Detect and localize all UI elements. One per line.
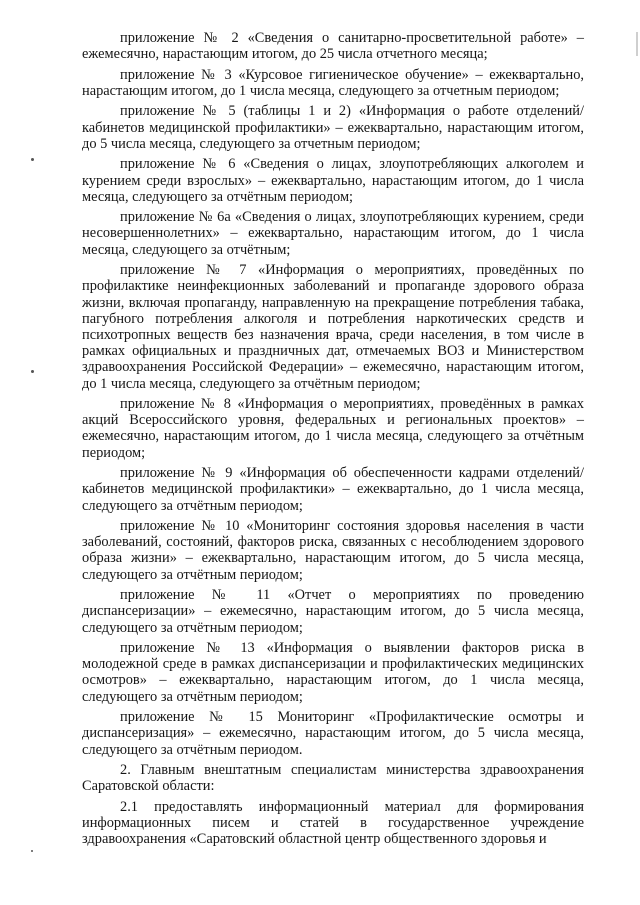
paragraph-appendix-7: приложение № 7 «Информация о мероприятиях, проведённых по профилактике неинфекционных заболеваний и пропаганде здорового образа жизни, включая пропаганду, направленную на прекращение потребления табака, пагубного потребления алкоголя и потребления наркотических средств и психотропных веществ без назначения врача, среди населения, в том числе в рамках официальных и праздничных дат, отмечаемых ВОЗ и Министерством здравоохранения Российской Федерации» – ежемесячно, нарастающим итогом, до 1 числа месяца, следующего за отчётным периодом; (82, 262, 584, 392)
paragraph-appendix-11: приложение № 11 «Отчет о мероприятиях по проведению диспансеризации» – ежемесячно, нарастающим итогом, до 5 числа месяца, следующего за отчётным периодом; (82, 587, 584, 636)
scan-margin-mark (636, 32, 638, 56)
paragraph-appendix-9: приложение № 9 «Информация об обеспеченности кадрами отделений/кабинетов медицинской профилактики» – ежеквартально, до 1 числа месяца, следующего за отчётным периодом; (82, 465, 584, 514)
paragraph-appendix-6: приложение № 6 «Сведения о лицах, злоупотребляющих алкоголем и курением среди взрослых» – ежеквартально, нарастающим итогом, до 1 числа месяца, следующего за отчётным периодом; (82, 156, 584, 205)
paragraph-appendix-5: приложение № 5 (таблицы 1 и 2) «Информация о работе отделений/кабинетов медицинской профилактики» – ежеквартально, нарастающим итогом, до 5 числа месяца, следующего за отчетным периодом; (82, 103, 584, 152)
paragraph-appendix-3: приложение № 3 «Курсовое гигиеническое обучение» – ежеквартально, нарастающим итогом, до 1 числа месяца, следующего за отчетным периодом; (82, 66, 584, 99)
scan-speck (31, 158, 34, 161)
paragraph-appendix-15: приложение № 15 Мониторинг «Профилактические осмотры и диспансеризация» – ежемесячно, нарастающим итогом, до 5 числа месяца, следующего за отчётным периодом. (82, 709, 584, 758)
paragraph-appendix-2: приложение № 2 «Сведения о санитарно-просветительной работе» – ежемесячно, нарастающим итогом, до 25 числа отчетного месяца; (82, 30, 584, 63)
paragraph-appendix-10: приложение № 10 «Мониторинг состояния здоровья населения в части заболеваний, состояний, факторов риска, связанных с несоблюдением здорового образа жизни» – ежеквартально, нарастающим итогом, до 5 числа месяца, следующего за отчётным периодом; (82, 518, 584, 583)
scan-speck (31, 850, 33, 852)
paragraph-section-2: 2. Главным внештатным специалистам министерства здравоохранения Саратовской области: (82, 762, 584, 795)
paragraph-appendix-6a: приложение № 6а «Сведения о лицах, злоупотребляющих курением, среди несовершеннолетних» – ежеквартально, нарастающим итогом, до 1 числа месяца, следующего за отчётным; (82, 209, 584, 258)
document-page (82, 30, 584, 847)
paragraph-appendix-8: приложение № 8 «Информация о мероприятиях, проведённых в рамках акций Всероссийского уровня, федеральных и региональных проектов» – ежемесячно, нарастающим итогом, до 1 числа месяца, следующего за отчётным периодом; (82, 396, 584, 461)
paragraph-appendix-13: приложение № 13 «Информация о выявлении факторов риска в молодежной среде в рамках диспансеризации и профилактических медицинских осмотров» – ежеквартально, нарастающим итогом, до 1 числа месяца, следующего за отчётным периодом; (82, 640, 584, 705)
scan-speck (31, 370, 34, 373)
paragraph-section-2-1: 2.1 предоставлять информационный материал для формирования информационных писем и статей в государственное учреждение здравоохранения «Саратовский областной центр общественного здоровья и (82, 798, 584, 848)
